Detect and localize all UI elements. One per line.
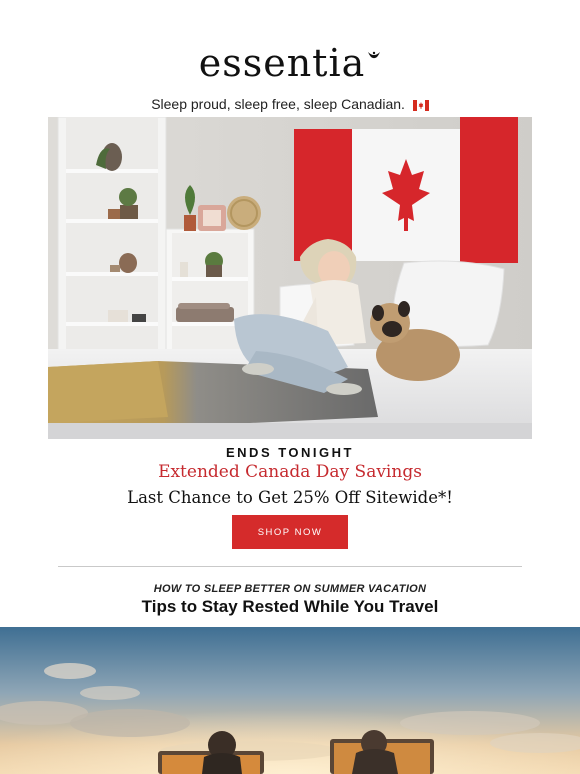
leaf-wing-icon [367,50,381,60]
couple-in-beach-chairs-sunset-photo [0,627,580,774]
canada-flag-icon [413,100,429,111]
logo[interactable] [0,41,580,85]
hero-image[interactable] [48,117,532,439]
shop-now-button[interactable]: SHOP NOW [232,515,348,549]
promo-subheadline: Last Chance to Get 25% Off Sitewide*! [127,488,453,507]
article-title[interactable]: Tips to Stay Rested While You Travel [141,597,439,616]
promo-headline: Extended Canada Day Savings [158,462,422,482]
article-image[interactable] [0,627,580,774]
tagline-text: Sleep proud, sleep free, sleep Canadian. [151,96,405,112]
article-kicker: HOW TO SLEEP BETTER ON SUMMER VACATION [153,583,427,595]
section-divider [58,566,522,567]
logo-text: essentia [198,41,366,85]
promo-kicker: ENDS TONIGHT [226,445,354,460]
woman-with-pug-on-bed-photo [48,117,532,439]
tagline [0,96,580,112]
